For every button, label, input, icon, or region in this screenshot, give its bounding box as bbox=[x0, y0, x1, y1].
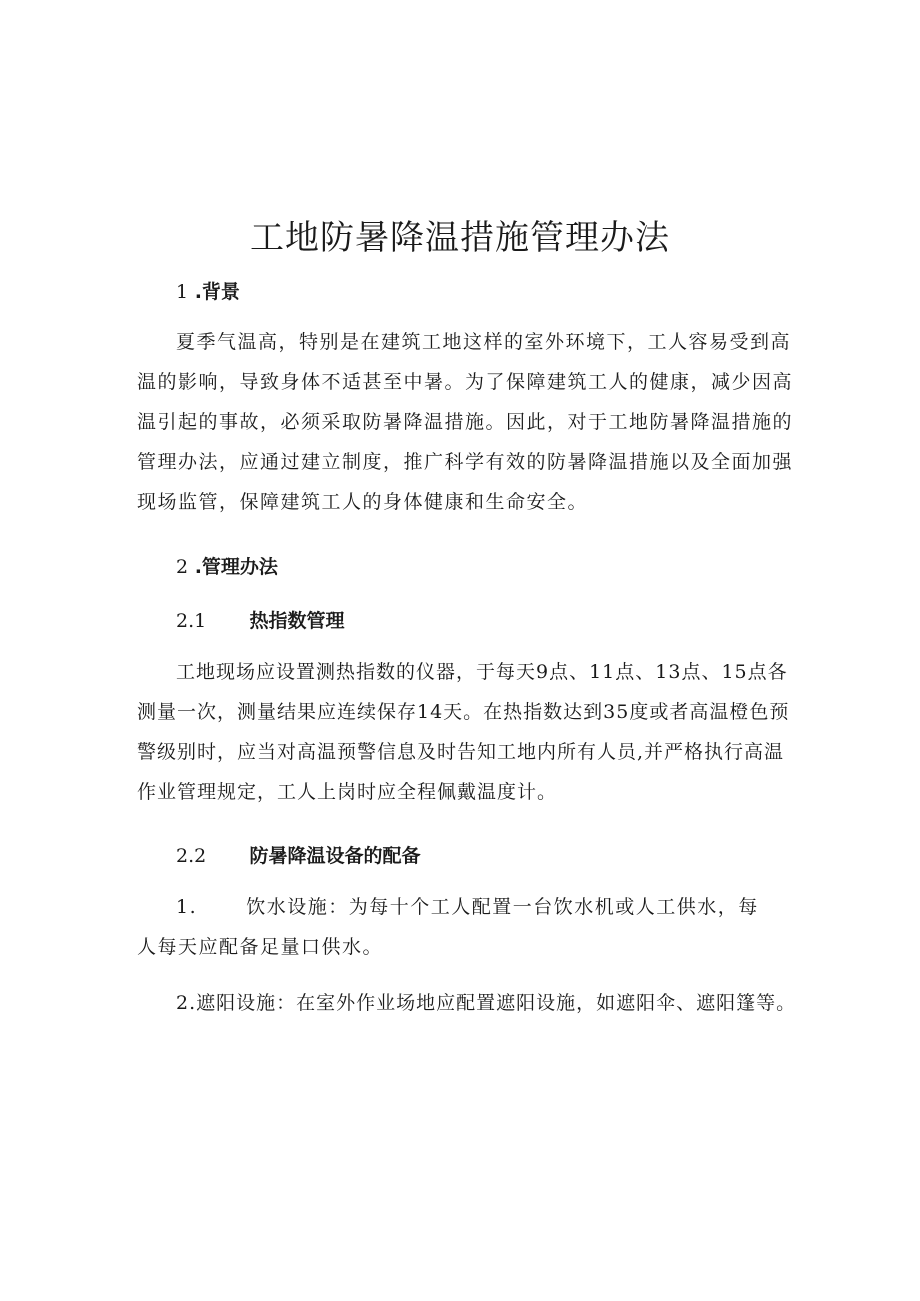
section-label: 热指数管理 bbox=[249, 610, 345, 632]
section-2-2-heading bbox=[176, 842, 420, 870]
section-number: 2 bbox=[176, 556, 189, 578]
document-title: 工地防暑降温措施管理办法 bbox=[250, 218, 670, 258]
list-item-number: 1. bbox=[176, 896, 198, 918]
section-label: .背景 bbox=[194, 281, 240, 303]
section-number: 1 bbox=[176, 281, 189, 303]
section-label: 防暑降温设备的配备 bbox=[249, 845, 421, 867]
list-item-1 bbox=[176, 893, 759, 921]
section-label: .管理办法 bbox=[194, 556, 278, 578]
list-item-2: 2.遮阳设施：在室外作业场地应配置遮阳设施，如遮阳伞、遮阳篷等。 bbox=[176, 992, 797, 1014]
section-2-heading bbox=[176, 553, 278, 581]
section-number: 2.2 bbox=[176, 845, 207, 867]
section-2-1-heading bbox=[176, 607, 344, 635]
section-1-paragraph: 夏季气温高，特别是在建筑工地这样的室外环境下，工人容易受到高温的影响，导致身体不适甚至中暑。为了保障建筑工人的健康，减少因高温引起的事故，必须采取防暑降温措施。因此，对于工地防暑降温措施的管理办法，应通过建立制度，推广科学有效的防暑降温措施以及全面加强现场监管，保障建筑工人的身体健康和生命安全。 bbox=[137, 331, 794, 513]
section-2-1-paragraph: 工地现场应设置测热指数的仪器，于每天9点、11点、13点、15点各测量一次，测量结果应连续保存14天。在热指数达到35度或者高温橙色预警级别时，应当对高温预警信息及时告知工地内所有人员,并严格执行高温作业管理规定，工人上岗时应全程佩戴温度计。 bbox=[137, 661, 790, 803]
section-number: 2.1 bbox=[176, 610, 207, 632]
section-1-heading bbox=[176, 278, 240, 306]
list-item-1-continued: 人每天应配备足量口供水。 bbox=[137, 936, 384, 958]
list-item-text: 饮水设施：为每十个工人配置一台饮水机或人工供水，每 bbox=[246, 896, 759, 918]
